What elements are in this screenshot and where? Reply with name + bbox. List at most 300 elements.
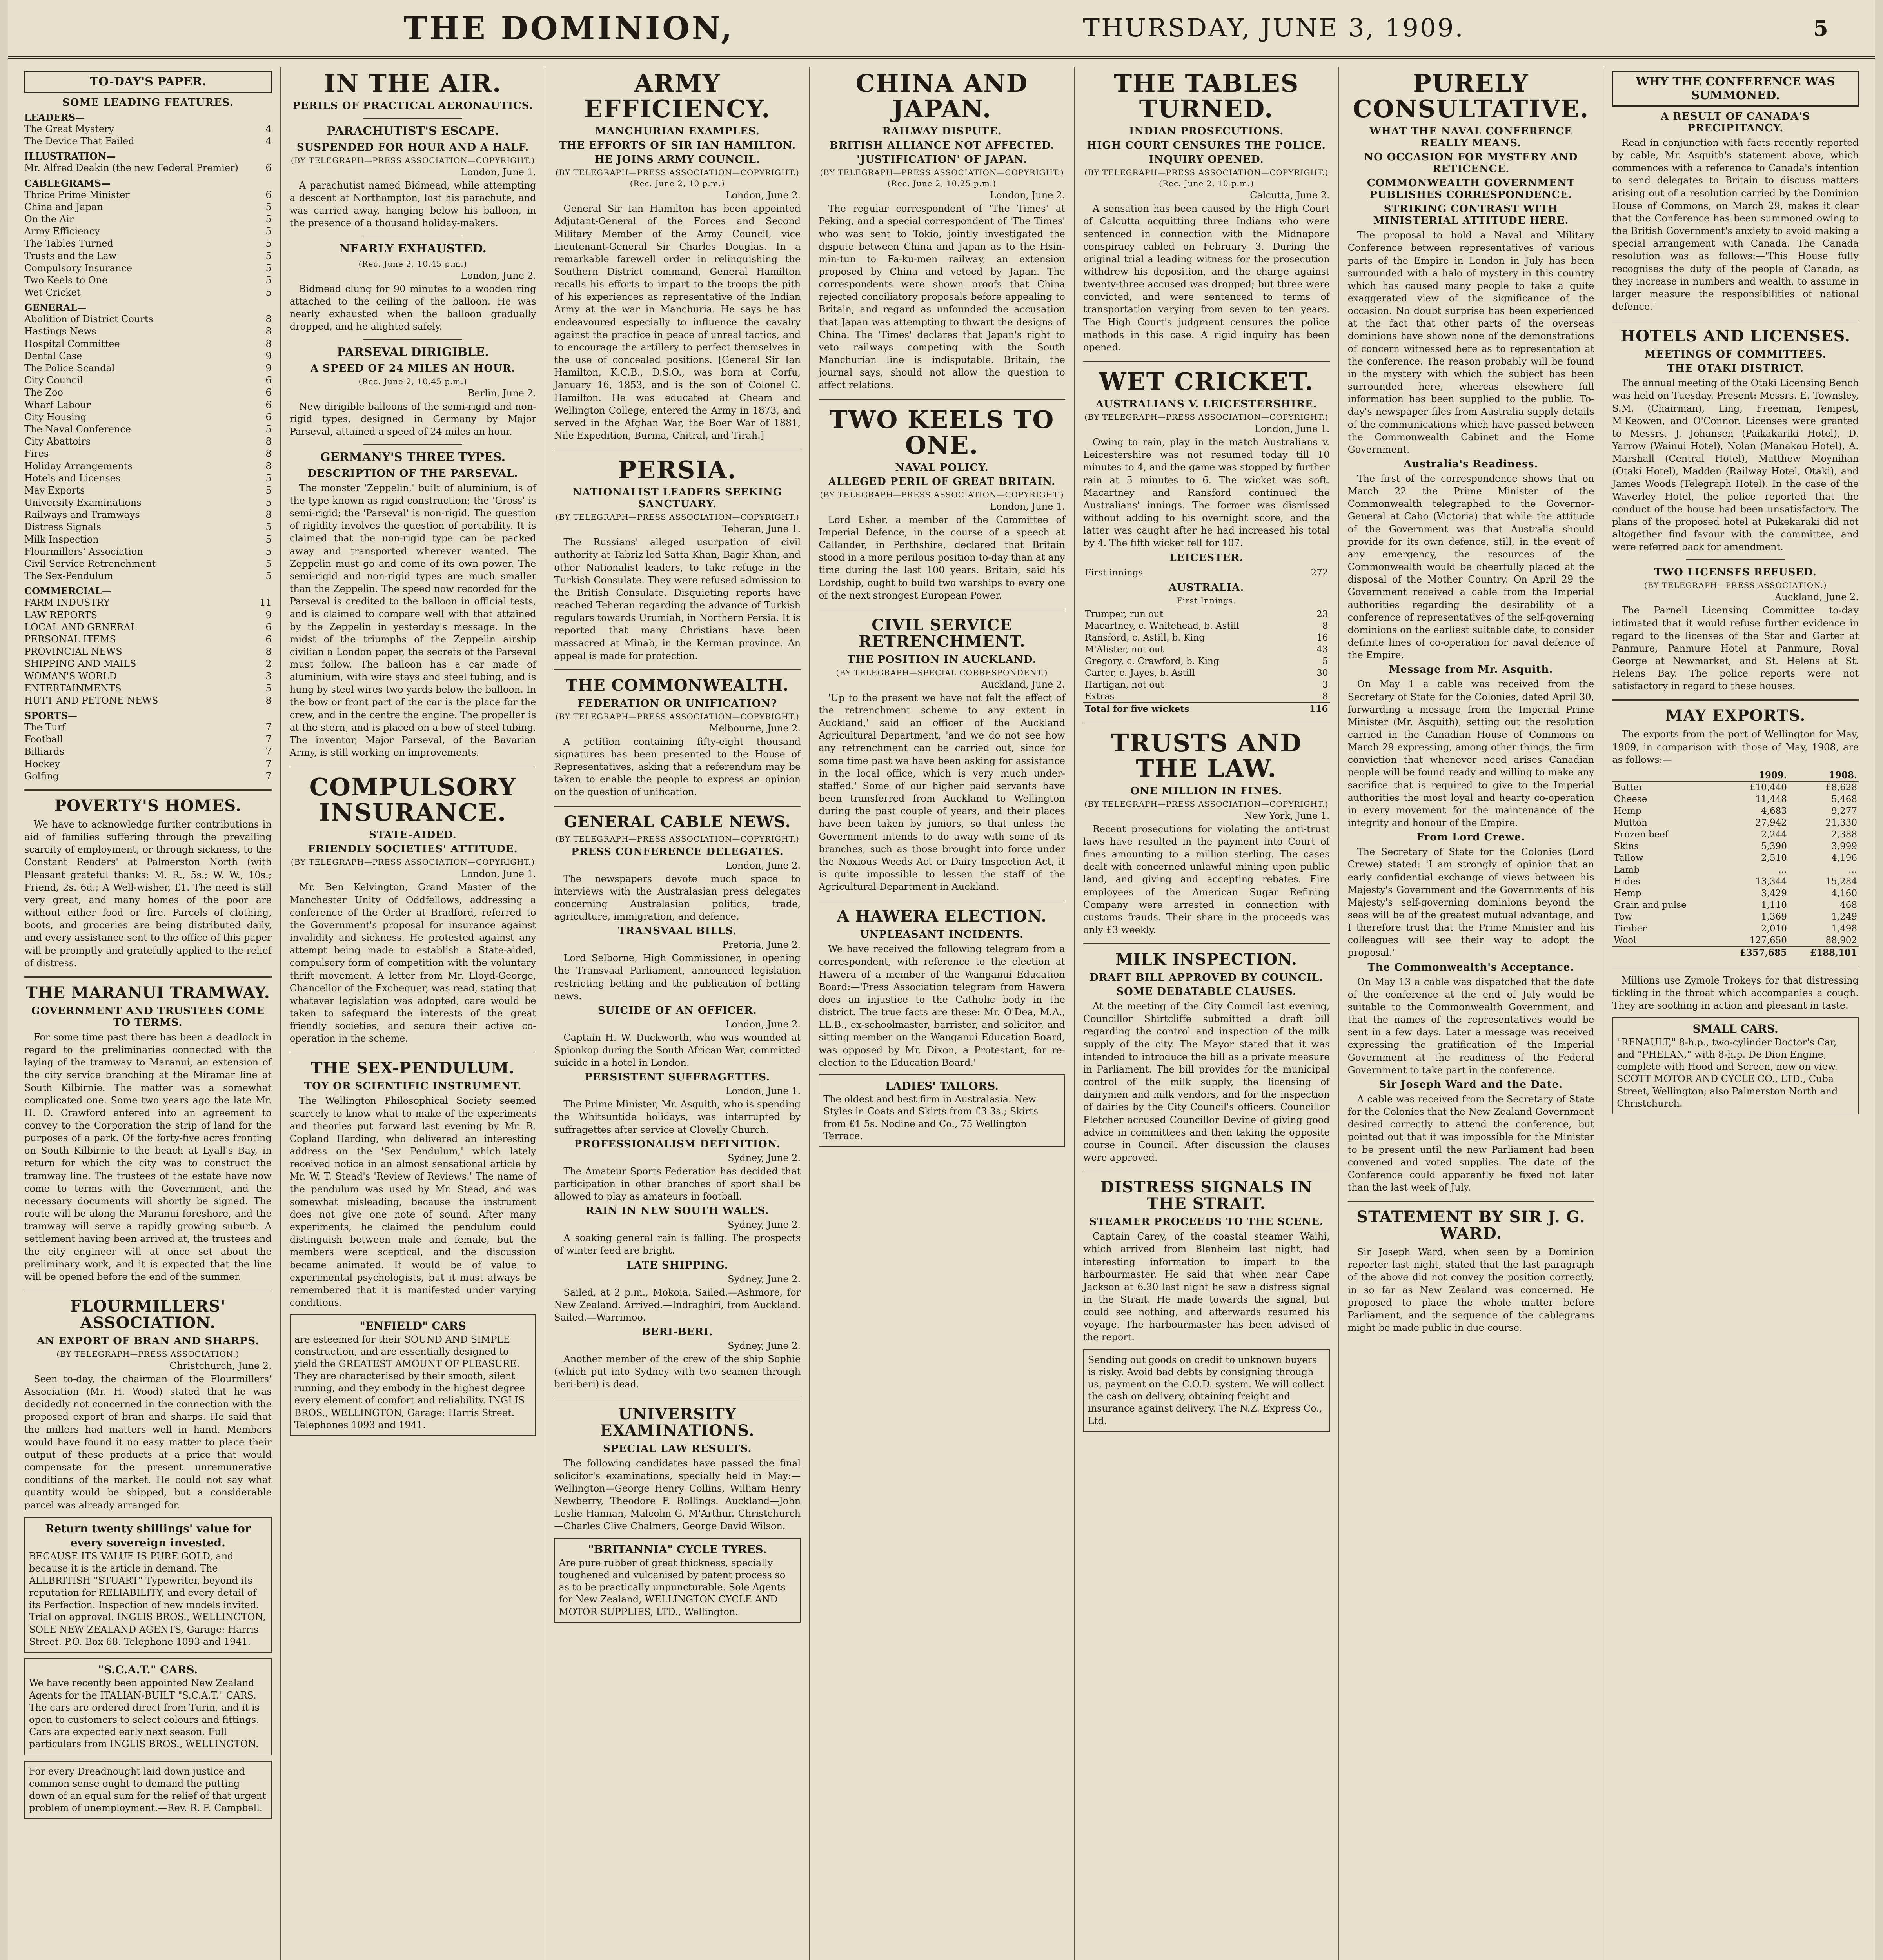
runs: 3 xyxy=(1322,679,1328,690)
flour-location: Christchurch, June 2. xyxy=(169,1360,272,1371)
commonwealth-location: Melbourne, June 2. xyxy=(709,722,801,734)
index-item xyxy=(24,423,272,436)
divider xyxy=(819,609,1065,610)
index-item-page: 5 xyxy=(265,226,272,237)
index-item-title: Dental Case xyxy=(24,350,82,361)
export-1909: ... xyxy=(1778,864,1787,875)
export-1908: 468 xyxy=(1840,900,1857,910)
divider xyxy=(554,669,801,670)
insurance-subhead: STATE-AIDED. xyxy=(369,829,457,841)
cable-item-location: London, June 1. xyxy=(725,1085,801,1097)
army-subhead: MANCHURIAN EXAMPLES. xyxy=(595,125,760,138)
export-1908: 1,249 xyxy=(1831,911,1857,922)
air-subhead: PERILS OF PRACTICAL AERONAUTICS. xyxy=(292,100,533,112)
batsman: Gregory, c. Crawford, b. King xyxy=(1084,656,1219,666)
divider xyxy=(1612,699,1859,701)
maranui-body: For some time past there has been a deadlock in regard to the preliminaries connected with the laying of the tramway to Maranui, an extension of the city service branching at the Miramar line at South Kilbirnie. The matter was a somewhat complicated one. Some two years ago the late Mr. H. D. Crawford entered into an agreement to convey to the Corporation the strip of land for the purposes of a park. Of the forty-five acres fronting on South Kilbirnie to the beach at Lyall's Bay, in return for which the city was to construct the tramway line. The trustees of the estate have now come to terms with the Government, and the necessary documents will shortly be signed. The route will be along the Maranui foreshore, and the tramway will serve a rapidly growing suburb. A settlement having been arrived at, the trustees and the city engineer will at once set about the preliminary work, and it is expected that the line will be opened before the end of the summer. xyxy=(24,1031,272,1282)
index-item-page: 5 xyxy=(265,201,272,212)
export-1909: 4,683 xyxy=(1761,806,1787,816)
parachute-body: A parachutist named Bidmead, while attempting a descent at Northampton, lost his parachute, and was carried away, hanging below his balloon, in the presence of a thousand holiday-makers. xyxy=(289,180,536,229)
hawera-headline: A HAWERA ELECTION. xyxy=(837,907,1047,926)
export-1909: 13,344 xyxy=(1755,876,1787,887)
index-item-title: Army Efficiency xyxy=(24,226,100,237)
cable-item-headline: PROFESSIONALISM DEFINITION. xyxy=(574,1138,781,1150)
index-item-title: May Exports xyxy=(24,485,85,496)
index-item-title: The Tables Turned xyxy=(24,238,113,249)
army-headline: ARMY EFFICIENCY. xyxy=(584,69,771,123)
university-body: The following candidates have passed the final solicitor's examinations, specially held in May:— Wellington—George Henry Collins, William Henry Newberry, Theodore F. Rollings. Auckland—John Leslie Hannan, Malcolm G. M'Arthur. Christchurch—Charles Clive Chalmers, George David Wilson. xyxy=(554,1457,801,1532)
table-row xyxy=(1612,840,1859,852)
index-section-heading: CABLEGRAMS— xyxy=(24,177,111,189)
index-item-page: 8 xyxy=(265,326,272,337)
table-row xyxy=(1083,567,1330,579)
sex-pendulum-subhead: TOY OR SCIENTIFIC INSTRUMENT. xyxy=(304,1080,522,1093)
parseval-location: Berlin, June 2. xyxy=(467,387,536,399)
table-row xyxy=(1612,887,1859,899)
index-item-page: 7 xyxy=(265,770,272,782)
score-value: 272 xyxy=(1311,567,1328,578)
acceptance-subhead: The Commonwealth's Acceptance. xyxy=(1367,961,1574,973)
index-item-page: 6 xyxy=(265,387,272,398)
index-item-page: 5 xyxy=(265,558,272,569)
army-subhead-2: THE EFFORTS OF SIR IAN HAMILTON. xyxy=(559,140,796,152)
tables-dateline: (BY TELEGRAPH—PRESS ASSOCIATION—COPYRIGHT.) xyxy=(1084,168,1329,178)
cricket-team-2-innings: First Innings. xyxy=(1177,595,1236,605)
exhausted-location: London, June 2. xyxy=(461,270,536,281)
export-1909: 2,244 xyxy=(1761,829,1787,840)
index-item xyxy=(24,670,272,682)
divider xyxy=(363,118,462,119)
index-item-page: 6 xyxy=(265,633,272,645)
table-row xyxy=(1612,911,1859,923)
export-item: Frozen beef xyxy=(1614,829,1669,840)
index-item xyxy=(24,213,272,225)
trusts-location: New York, June 1. xyxy=(1244,810,1330,821)
runs: 8 xyxy=(1322,691,1328,702)
table-row xyxy=(1612,864,1859,876)
index-item-title: Hockey xyxy=(24,758,60,769)
cable-news-headline: GENERAL CABLE NEWS. xyxy=(563,812,791,831)
table-row xyxy=(1083,679,1330,691)
index-item-title: Hotels and Licenses xyxy=(24,472,121,484)
advert-title: Return twenty shillings' value for every sovereign invested. xyxy=(45,1522,251,1550)
index-item xyxy=(24,374,272,387)
index-item xyxy=(24,534,272,546)
flour-headline: FLOURMILLERS' ASSOCIATION. xyxy=(70,1297,226,1332)
index-item-title: City Housing xyxy=(24,411,87,423)
index-item xyxy=(24,338,272,350)
index-item-title: Hospital Committee xyxy=(24,338,120,349)
commonwealth-subhead: FEDERATION OR UNIFICATION? xyxy=(577,697,777,710)
cricket-scorecard xyxy=(1083,608,1330,715)
index-item-page: 7 xyxy=(265,722,272,733)
columns xyxy=(16,67,1867,1960)
index-item-title: Football xyxy=(24,734,63,745)
purely-body: The proposal to hold a Naval and Military Conference between representatives of various parts of the Empire in London in July has been surrounded with a halo of mystery in this country which has caused many people to take a quite exaggerated view of the significance of the occasion. No doubt surprise has been experienced at the fact that other parts of the overseas dominions have shown none of the demonstrations of concern witnessed here as to representation at the conference. The reason probably will be found in the mystery with which the subject has been surrounded here, whereas elsewhere full information has been supplied to the public. To-day's newspaper files from Australia supply details of the communications which have passed between the Commonwealth Cabinet and the Home Government. xyxy=(1347,230,1594,455)
flour-dateline: (BY TELEGRAPH—PRESS ASSOCIATION.) xyxy=(56,1349,240,1359)
index-section-heading: SPORTS— xyxy=(24,710,77,722)
export-1909: 11,448 xyxy=(1755,794,1787,804)
divider xyxy=(819,900,1065,901)
distress-body: Captain Carey, of the coastal steamer Waihi, which arrived from Blenheim last night, had interesting information to impart to the harbourmaster. He said that when near Cape Jackson at 6.30 last night he saw a distress signal in the Strait. He made towards the signal, but could see nothing, and afterwards resumed his voyage. The harbourmaster has been advised of the report. xyxy=(1083,1231,1330,1343)
column-7 xyxy=(1603,67,1867,1960)
score-label: First innings xyxy=(1084,567,1143,578)
export-1909: 3,429 xyxy=(1761,888,1787,898)
persia-subhead: NATIONALIST LEADERS SEEKING SANCTUARY. xyxy=(572,486,782,510)
cable-item-location: London, June 2. xyxy=(725,1018,801,1030)
index-item-page: 6 xyxy=(265,162,272,174)
index-item xyxy=(24,274,272,287)
divider xyxy=(24,976,272,978)
index-item-page: 7 xyxy=(265,746,272,757)
zymole-body: Millions use Zymole Trokeys for that distressing tickling in the throat which accompanies a cough. They are soothing in action and pleasant in taste. xyxy=(1612,975,1859,1011)
exhausted-headline: NEARLY EXHAUSTED. xyxy=(339,242,487,256)
university-headline: UNIVERSITY EXAMINATIONS. xyxy=(600,1405,755,1440)
index-item-page: 5 xyxy=(265,472,272,484)
export-1908: 4,196 xyxy=(1831,853,1857,863)
index-item xyxy=(24,411,272,423)
export-item: Wool xyxy=(1614,935,1636,946)
index-item-title: The Naval Conference xyxy=(24,423,131,435)
index-item-title: PERSONAL ITEMS xyxy=(24,633,116,645)
trusts-body: Recent prosecutions for violating the anti-trust laws have resulted in the payment into Court of fines amounting to a million sterling. The cases dealt with concerned unlawful mining upon public land, and giving and accepting rebates. Fire employees of the American Sugar Refining Company were arrested in connection with customs frauds. Their share in the proceeds was only £3 weekly. xyxy=(1083,823,1330,935)
index-item-page: 2 xyxy=(265,658,272,670)
index-item-title: The Great Mystery xyxy=(24,123,114,134)
china-dateline: (BY TELEGRAPH—PRESS ASSOCIATION—COPYRIGHT.) xyxy=(820,168,1064,178)
index-item xyxy=(24,758,272,770)
ward-body: A cable was received from the Secretary of State for the Colonies that the New Zealand Government desired correctly to attend the conference, but pointed out that it was impossible for the Minister to be present until the new Parliament had been convened and voted supplies. The date of the Conference could apparently be fixed not later than the last week of July. xyxy=(1347,1093,1594,1193)
parseval-dateline: (Rec. June 2, 10.45 p.m.) xyxy=(358,376,467,386)
tailors-advert xyxy=(819,1074,1065,1147)
persia-headline: PERSIA. xyxy=(618,456,737,485)
export-1908: 3,999 xyxy=(1831,841,1857,851)
express-advert xyxy=(1083,1349,1330,1432)
column-3 xyxy=(545,67,809,1960)
cable-item-location: Sydney, June 2. xyxy=(728,1340,801,1352)
cable-item-body: Sailed, at 2 p.m., Mokoia. Sailed.—Ashmore, for New Zealand. Arrived.—Indraghiri, from Auckland. Sailed.—Warrimoo. xyxy=(554,1287,801,1323)
table-row xyxy=(1083,644,1330,655)
index-item xyxy=(24,162,272,174)
page-number: 5 xyxy=(1813,16,1828,41)
index-item-title: Mr. Alfred Deakin (the new Federal Premier) xyxy=(24,162,238,174)
advert-body: For every Dreadnought laid down justice and common sense ought to demand the putting down of an equal sum for the relief of that urgent problem of unemployment.—Rev. R. F. Campbell. xyxy=(29,1766,266,1814)
parachute-location: London, June 1. xyxy=(461,166,536,178)
index-item-title: SHIPPING AND MAILS xyxy=(24,658,136,670)
parachute-dateline: (BY TELEGRAPH—PRESS ASSOCIATION—COPYRIGHT.) xyxy=(291,155,535,165)
index-item-page: 6 xyxy=(265,375,272,386)
parseval-body: New dirigible balloons of the semi-rigid and non-rigid types, designed in Germany by Major Parseval, attained a speed of 24 miles an hour. xyxy=(289,401,536,437)
why-body: Read in conjunction with facts recently reported by cable, Mr. Asquith's statement above, which commences with a reference to Canada's intention to send delegates to Britain to discuss matters arising out of a resolution carried by the Dominion House of Commons, on March 29, makes it clear that the Conference has been summoned owing to the British Government's anxiety to avoid making a special arrangement with Canada. The Canada resolution was as follows:—'This House fully recognises the duty of the people of Canada, as they increase in numbers and wealth, to assume in larger measure the responsibilities of national defence.' xyxy=(1612,137,1859,312)
refused-subhead: TWO LICENSES REFUSED. xyxy=(1654,566,1817,579)
batsman: M'Alister, not out xyxy=(1084,644,1164,655)
index-item-title: ENTERTAINMENTS xyxy=(24,682,122,694)
table-row xyxy=(1083,632,1330,644)
table-row xyxy=(1612,899,1859,911)
index-item-title: Wharf Labour xyxy=(24,399,91,410)
index-item xyxy=(24,485,272,497)
index-item xyxy=(24,746,272,758)
divider xyxy=(819,399,1065,400)
index-item-title: On the Air xyxy=(24,213,74,225)
export-1908: 15,284 xyxy=(1825,876,1857,887)
index-item-page: 8 xyxy=(265,460,272,472)
refused-body: The Parnell Licensing Committee to-day intimated that it would refuse further evidence in regard to the licenses of the Star and Garter at Panmure, Panmure Hotel at Panmure, Royal George at Newmarket, and St. Helens at St. Helens Bay. The police reports were not satisfactory in regard to these houses. xyxy=(1612,605,1859,692)
index-item xyxy=(24,350,272,362)
index-item-page: 5 xyxy=(265,485,272,496)
enfield-advert-body: are esteemed for their SOUND AND SIMPLE construction, and are essentially designed to yield the GREATEST AMOUNT OF PLEASURE. They are characterised by their smooth, silent running, and they embody in the highest degree every element of comfort and reliability. INGLIS BROS., WELLINGTON, Garage: Harris Street. Telephones 1093 and 1941. xyxy=(294,1334,525,1430)
tables-subhead-2: HIGH COURT CENSURES THE POLICE. xyxy=(1087,140,1326,152)
purely-subhead-4: STRIKING CONTRAST WITH MINISTERIAL ATTITUDE HERE. xyxy=(1373,203,1569,227)
index-item-page: 8 xyxy=(265,448,272,459)
cable-item-body: Captain H. W. Duckworth, who was wounded at Spionkop during the South African War, committed suicide in a hotel in London. xyxy=(554,1032,801,1069)
milk-headline: MILK INSPECTION. xyxy=(1115,950,1298,969)
export-item: Tow xyxy=(1614,911,1632,922)
flour-subhead: AN EXPORT OF BRAN AND SHARPS. xyxy=(36,1335,260,1347)
divider xyxy=(290,766,536,767)
germany-subhead: DESCRIPTION OF THE PARSEVAL. xyxy=(307,467,518,479)
index-item-page: 7 xyxy=(265,758,272,769)
index-item-title: PROVINCIAL NEWS xyxy=(24,646,122,657)
index-item-page: 5 xyxy=(265,682,272,694)
persia-location: Teheran, June 1. xyxy=(722,523,801,535)
masthead xyxy=(8,0,1875,59)
crewe-body: The Secretary of State for the Colonies (Lord Crewe) stated: 'I am strongly of opinion that an early confidential exchange of views between his Majesty's Government and the Governments of his Majesty's self-governing dominions beyond the seas will be of the greatest mutual advantage, and I therefore trust that the Prime Minister and his colleagues will see their way to adopt the proposal.' xyxy=(1347,846,1594,958)
cable-item-body: The Prime Minister, Mr. Asquith, who is spending the Whitsuntide holidays, was interrupted by suffragettes after service at Clovelly Church. xyxy=(554,1099,801,1135)
index-item xyxy=(24,287,272,299)
index-item xyxy=(24,362,272,374)
insurance-dateline: (BY TELEGRAPH—PRESS ASSOCIATION—COPYRIGHT.) xyxy=(291,857,535,867)
enfield-advert xyxy=(290,1314,536,1436)
university-subhead: SPECIAL LAW RESULTS. xyxy=(603,1443,752,1455)
index-item-page: 8 xyxy=(265,646,272,657)
divider xyxy=(363,339,462,340)
export-item: Mutton xyxy=(1614,817,1647,828)
index-item-title: China and Japan xyxy=(24,201,103,212)
cable-news-dateline: (BY TELEGRAPH—PRESS ASSOCIATION—COPYRIGHT.) xyxy=(555,834,799,844)
poverty-headline: POVERTY'S HOMES. xyxy=(54,797,242,815)
export-1908: 21,330 xyxy=(1825,817,1857,828)
export-1908: 88,902 xyxy=(1825,935,1857,946)
cable-item-location: Sydney, June 2. xyxy=(728,1273,801,1285)
export-1908: 1,498 xyxy=(1831,923,1857,934)
cricket-dateline: (BY TELEGRAPH—PRESS ASSOCIATION—COPYRIGHT.) xyxy=(1084,412,1329,422)
otaki-subhead: THE OTAKI DISTRICT. xyxy=(1667,363,1804,375)
index-item xyxy=(24,225,272,238)
advert-body: We have recently been appointed New Zealand Agents for the ITALIAN-BUILT "S.C.A.T." CARS. The cars are ordered direct from Turin, and it is open to customers to select colours and fittings. Cars are expected early next season. Full particulars from INGLIS BROS., WELLINGTON. xyxy=(29,1677,260,1750)
index-item-page: 5 xyxy=(265,497,272,508)
index-item xyxy=(24,721,272,733)
tailors-advert-title: LADIES' TAILORS. xyxy=(885,1079,999,1093)
index-item-page: 6 xyxy=(265,189,272,200)
why-subhead: A RESULT OF CANADA'S PRECIPITANCY. xyxy=(1661,111,1810,134)
index-item xyxy=(24,497,272,509)
cars-advert-body: "RENAULT," 8-h.p., two-cylinder Doctor's Car, and "PHELAN," with 8-h.p. De Dion Engine, complete with Hood and Screen, now on view. SCOTT MOTOR AND CYCLE CO., LTD., Cuba Street, Wellington; also Palmerston North and Christchurch. xyxy=(1617,1036,1838,1109)
index-item-title: Abolition of District Courts xyxy=(24,314,153,325)
hotels-subhead: MEETINGS OF COMMITTEES. xyxy=(1644,348,1827,361)
export-1908: £8,628 xyxy=(1825,782,1857,793)
cable-item-location: London, June 2. xyxy=(725,860,801,871)
index-item xyxy=(24,546,272,558)
persia-dateline: (BY TELEGRAPH—PRESS ASSOCIATION—COPYRIGHT.) xyxy=(555,512,799,522)
china-location: London, June 2. xyxy=(990,190,1065,201)
insurance-subhead-2: FRIENDLY SOCIETIES' ATTITUDE. xyxy=(308,843,518,855)
masthead-title: THE DOMINION, xyxy=(403,10,734,47)
index-item-title: FARM INDUSTRY xyxy=(24,597,110,608)
index-item-page: 5 xyxy=(265,262,272,274)
index-item-page: 9 xyxy=(265,350,272,361)
divider xyxy=(554,1398,801,1399)
refused-location: Auckland, June 2. xyxy=(1774,592,1859,603)
column-header: 1909. xyxy=(1718,769,1789,782)
cable-item-headline: PERSISTENT SUFFRAGETTES. xyxy=(585,1071,770,1083)
refused-dateline: (BY TELEGRAPH—PRESS ASSOCIATION.) xyxy=(1644,581,1827,590)
cable-item-headline: RAIN IN NEW SOUTH WALES. xyxy=(586,1205,769,1217)
commonwealth-dateline: (BY TELEGRAPH—PRESS ASSOCIATION—COPYRIGHT.) xyxy=(555,711,799,721)
index-item-page: 8 xyxy=(265,314,272,325)
batsman: Extras xyxy=(1084,691,1115,702)
index-item xyxy=(24,558,272,570)
trusts-subhead: ONE MILLION IN FINES. xyxy=(1130,785,1282,797)
divider xyxy=(290,1052,536,1053)
insurance-location: London, June 1. xyxy=(461,868,536,880)
cable-item-headline: PRESS CONFERENCE DELEGATES. xyxy=(571,846,784,858)
cable-item-body: A soaking general rain is falling. The prospects of winter feed are bright. xyxy=(554,1232,801,1256)
index-item-title: City Abattoirs xyxy=(24,436,91,447)
cricket-subhead: AUSTRALIANS V. LEICESTERSHIRE. xyxy=(1095,398,1317,410)
tables-location: Calcutta, June 2. xyxy=(1250,190,1330,201)
index-item-page: 4 xyxy=(265,123,272,134)
cable-item-body: The newspapers devote much space to interviews with the Australasian press delegates concerning Australasian politics, trade, agriculture, immigration, and defence. xyxy=(554,873,801,922)
index-list xyxy=(24,112,272,782)
table-row xyxy=(1612,852,1859,864)
china-subhead: RAILWAY DISPUTE. xyxy=(882,125,1002,138)
exports-body: The exports from the port of Wellington for May, 1909, in comparison with those of May, 1908, are as follows:— xyxy=(1612,729,1859,765)
purely-headline: PURELY CONSULTATIVE. xyxy=(1353,69,1589,123)
advert-body: BECAUSE ITS VALUE IS PURE GOLD, and because it is the article in demand. The ALLBRITISH "STUART" Typewriter, beyond its reputation for RELIABILITY, and every detail of its Perfection. Inspection of new models invited. Trial on approval. INGLIS BROS., WELLINGTON, SOLE NEW ZEALAND AGENTS, Garage: Harris Street. P.O. Box 68. Telephone 1093 and 1941. xyxy=(29,1550,266,1647)
britannia-advert xyxy=(554,1538,801,1622)
flour-body: Seen to-day, the chairman of the Flourmillers' Association (Mr. H. Wood) stated that he was decidedly not concerned in the connection with the proposed export of bran and sharps. He said that the millers had matters well in hand. Members would have found it no easy matter to place their output of these products at a price that would compensate for the present unremunerative conditions of the market. He could not say what quantity would be shipped, but a considerable parcel was already arranged for. xyxy=(24,1374,272,1511)
parseval-subhead: A SPEED OF 24 MILES AN HOUR. xyxy=(310,362,516,374)
purely-subhead-3: COMMONWEALTH GOVERNMENT PUBLISHES CORRESPONDENCE. xyxy=(1367,177,1575,201)
maranui-headline: THE MARANUI TRAMWAY. xyxy=(26,983,270,1002)
index-item-page: 8 xyxy=(265,338,272,349)
export-item: Grain and pulse xyxy=(1614,900,1687,910)
runs: 5 xyxy=(1322,656,1328,666)
index-item-title: Distress Signals xyxy=(24,521,102,533)
table-row-total xyxy=(1612,946,1859,959)
cricket-location: London, June 1. xyxy=(1254,423,1330,435)
distress-subhead: STEAMER PROCEEDS TO THE SCENE. xyxy=(1089,1216,1324,1228)
index-item xyxy=(24,250,272,262)
index-item-title: Holiday Arrangements xyxy=(24,460,133,472)
export-item: Timber xyxy=(1614,923,1647,934)
index-item-title: The Turf xyxy=(24,722,66,733)
runs: 43 xyxy=(1316,644,1328,655)
index-item-title: LOCAL AND GENERAL xyxy=(24,621,137,633)
column-header xyxy=(1612,769,1718,782)
cricket-team-1-score xyxy=(1083,567,1330,579)
index-item xyxy=(24,201,272,213)
index-item-page: 3 xyxy=(265,670,272,682)
index-item-page: 7 xyxy=(265,734,272,745)
index-item-page: 5 xyxy=(265,534,272,545)
table-header-row xyxy=(1612,769,1859,782)
export-1908: 4,160 xyxy=(1831,888,1857,898)
export-1909: 1,110 xyxy=(1761,900,1787,910)
keels-location: London, June 1. xyxy=(990,501,1065,512)
milk-subhead: DRAFT BILL APPROVED BY COUNCIL. xyxy=(1089,972,1324,984)
index-item xyxy=(24,646,272,658)
ward-subhead: Sir Joseph Ward and the Date. xyxy=(1379,1078,1563,1091)
index-item-title: Golfing xyxy=(24,770,59,782)
total-value: 116 xyxy=(1300,702,1330,715)
table-row xyxy=(1083,655,1330,667)
batsman: Trumper, run out xyxy=(1084,609,1164,619)
index-item-title: LAW REPORTS xyxy=(24,609,98,621)
britannia-advert-title: "BRITANNIA" CYCLE TYRES. xyxy=(588,1543,767,1556)
index-item-page: 5 xyxy=(265,570,272,582)
index-item-title: Milk Inspection xyxy=(24,534,99,545)
advert xyxy=(24,1658,272,1755)
export-1909: 1,369 xyxy=(1761,911,1787,922)
trusts-dateline: (BY TELEGRAPH—PRESS ASSOCIATION—COPYRIGHT.) xyxy=(1084,799,1329,809)
cable-item-body: Another member of the crew of the ship Sophie (which put into Sydney with two seamen through beri-beri) is dead. xyxy=(554,1354,801,1390)
column-6 xyxy=(1338,67,1603,1960)
parachute-subhead: SUSPENDED FOR HOUR AND A HALF. xyxy=(296,141,529,153)
index-item-page: 6 xyxy=(265,399,272,410)
index-item xyxy=(24,313,272,325)
index-item xyxy=(24,509,272,521)
divider xyxy=(554,449,801,450)
cars-advert-title: SMALL CARS. xyxy=(1692,1022,1778,1036)
newspaper-page xyxy=(8,0,1875,1960)
hawera-subhead: UNPLEASANT INCIDENTS. xyxy=(860,929,1024,941)
insurance-headline: COMPULSORY INSURANCE. xyxy=(309,773,517,827)
advert xyxy=(24,1517,272,1653)
tables-body: A sensation has been caused by the High Court of Calcutta acquitting three Indians who were sentenced in connection with the Midnapore conspiracy cabled on February 3. During the original trial a leading witness for the prosecution withdrew his deposition, and the charge against twenty-three accused was dropped; but three were convicted, and were sentenced to terms of transportation varying from seven to ten years. The High Court's judgment censures the police methods in this case. A rigid inquiry has been opened. xyxy=(1083,203,1330,353)
runs: 23 xyxy=(1316,609,1328,619)
index-item xyxy=(24,238,272,250)
export-item: Butter xyxy=(1614,782,1643,793)
index-section-heading: LEADERS— xyxy=(24,112,85,123)
index-item xyxy=(24,633,272,646)
index-item-title: The Device That Failed xyxy=(24,136,134,147)
purely-subhead-2: NO OCCASION FOR MYSTERY AND RETICENCE. xyxy=(1364,151,1578,175)
column-2 xyxy=(280,67,545,1960)
index-item-page: 4 xyxy=(265,136,272,147)
export-total-label xyxy=(1612,946,1718,959)
index-item-title: The Police Scandal xyxy=(24,363,115,374)
keels-headline: TWO KEELS TO ONE. xyxy=(829,405,1055,459)
cable-item-headline: LATE SHIPPING. xyxy=(626,1259,728,1271)
china-subhead-2: BRITISH ALLIANCE NOT AFFECTED. xyxy=(829,140,1055,152)
index-item-page: 5 xyxy=(265,521,272,533)
cricket-team-2: AUSTRALIA. xyxy=(1168,581,1244,593)
divider xyxy=(1083,722,1330,723)
table-row xyxy=(1612,817,1859,829)
index-item-page: 8 xyxy=(265,695,272,706)
column-5 xyxy=(1074,67,1338,1960)
column-1 xyxy=(16,67,280,1960)
why-headline: WHY THE CONFERENCE WAS SUMMONED. xyxy=(1612,71,1859,107)
table-row xyxy=(1083,691,1330,703)
index-item-page: 5 xyxy=(265,213,272,225)
index-item xyxy=(24,609,272,621)
cable-item-headline: TRANSVAAL BILLS. xyxy=(618,925,737,937)
maranui-subhead: GOVERNMENT AND TRUSTEES COME TO TERMS. xyxy=(31,1005,265,1029)
divider xyxy=(24,789,272,791)
index-item-title: Compulsory Insurance xyxy=(24,262,133,274)
